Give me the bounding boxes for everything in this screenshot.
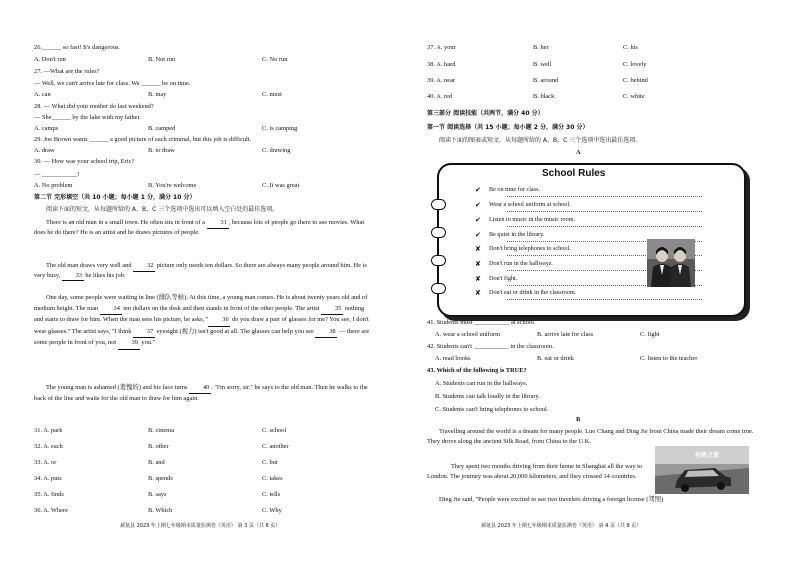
blank-36: 36 [208,315,230,327]
q26-option-b: B. Not run [148,56,176,63]
passage-a-label: A [576,149,581,156]
q26-option-a: A. Don't run [34,56,66,63]
binder-ring-icon [431,227,446,238]
blank-39: 39 [118,338,140,350]
cloze-paragraph-2: The old man draws very well and 32 picture only needs ten dollars. So there are always many people around him. He is very busy, 33 he likes his job. [34,262,370,281]
q29-stem: 29. Joe Brown wants ______ a good picture of each criminal, but this job is difficult. [34,136,252,143]
binder-ring-icon [431,199,446,210]
check-icon: ✔ [475,231,481,239]
blank-33: 33 [62,272,84,282]
q42-option-c: C. listen to the teacher [640,355,698,362]
option-35-b: B. says [148,491,167,498]
q43-option-c: C. Students can't bring telephones to school. [435,406,549,413]
rule-item: Don't eat or drink in the classroom. [489,289,577,296]
cross-icon: ✘ [475,245,481,253]
q30-option-b: B. You're welcome [148,182,197,189]
q27-line1: 27. —What are the rules? [34,68,100,75]
cross-icon: ✘ [475,260,481,268]
option-31-b: B. cinema [148,427,174,434]
blank-40: 40 [189,383,211,394]
option-33-c: C. but [262,459,278,466]
option-39-c: C. behind [623,77,648,84]
q41-option-c: C. fight [640,331,660,338]
option-32-a: 32. A. each [34,443,63,450]
q27-line2: — Well, we can't arrive late for class. We ______ be on time. [34,80,191,87]
q29-option-a: A. draw [34,147,55,154]
option-37-c: C. his [623,44,638,51]
option-35-a: 35. A. finds [34,491,64,498]
cloze-paragraph-4: The young man is ashamed (羞愧的) and his face turns 40 . "I'm sorry, sir." he says to the old man. Then he walks to the back of the line and waits for the old man to draw for him again. [34,384,368,402]
check-icon: ✔ [475,201,481,209]
q43-stem: 43. Which of the following is TRUE? [427,367,527,374]
q27-option-b: B. may [148,91,167,98]
q30-line2: — ___________! [34,171,80,178]
option-39-b: B. around [533,77,559,84]
cloze-instruction: 阅读下面的短文，从每题所给的 A、B、C 三个选项中选出可以填入空白处的最佳选项。 [46,206,279,213]
passage-b-paragraph-1: Travelling around the world is a dream for many people. Luo Chang and Ding Jie from China made their dream come true. They drove along the ancient Silk Road, from China to the U.K. [427,428,754,445]
cloze-paragraph-1: There is an old man in a small town. He often sits in front of a 31 , because lots of people go there to see movies. What does he do there? He is an artist and he draws pictures of people. [34,219,365,236]
passage-b-paragraph-2: They spent two months driving from their home in Shanghai all the way to London. The journey was about 20,000 kilometers, and they crossed 14 countries. [427,463,643,480]
option-32-c: C. another [262,443,289,450]
q28-option-a: A. camps [34,125,59,132]
check-icon: ✔ [475,216,481,224]
option-34-a: 34. A. puts [34,475,62,482]
car-photo [655,446,749,494]
cross-icon: ✘ [475,289,481,297]
q26-stem: 26.______ so fast! It's dangerous. [34,44,120,51]
q41-option-a: A. wear a school uniform [435,331,501,338]
rule-item: Don't fight. [489,275,518,282]
option-34-c: C. takes [262,475,283,482]
left-page-footer: 郝氪县 2023 年上期七年级期末质量监测卷《英语》 第 3 页（共 8 页） [120,523,281,529]
q43-option-b: B. Students can talk loudly in the library. [435,393,540,400]
blank-38: 38 [315,327,337,339]
rule-item: Don't run in the hallways. [489,260,553,267]
q28-option-c: C. is camping [262,125,298,132]
rule-item: Listen to music in the music room. [489,216,576,223]
option-31-c: C. school [262,427,287,434]
option-38-b: B. well [533,61,552,68]
cloze-paragraph-3: One day, some people were waiting in line (排队等候). At this time, a young man comes. He is about twenty years old and of medium height. The man 34 ten dollars on the desk and then stands in front of the other people. The artist 35 nothing and starts to draw for him. When the man sees his picture, he asks, " 36 do you draw a pair of glasses for me? You see, I don't wear glasses." The artist says, "I think 37 eyesight (视力) isn't good at all. The glasses can help you see 38 — there are some people in front of you, not 39 you." [34,293,370,350]
q42-option-b: B. eat or drink [537,355,574,362]
q30-option-a: A. No problem [34,182,73,189]
photo-caption: 丝路之旅 [695,452,720,459]
binder-ring-icon [431,255,446,266]
option-36-a: 36. A. Where [34,507,68,514]
rule-item: Be quiet in the library. [489,231,545,238]
right-page-footer: 郝氪县 2023 年上期七年级期末质量监测卷《英语》 第 4 页（共 8 页） [481,523,642,529]
passage-b-paragraph-3: Ding Jie said, "People were excited to see two travelers driving a foreign license (驾照) [439,496,664,503]
q42-stem: 42. Students can't ___________ in the classroom. [427,343,554,350]
option-40-a: 40. A. red [427,93,453,100]
q43-option-a: A. Students can run in the hallways. [435,380,528,387]
option-38-c: C. lovely [623,61,647,68]
school-rules-notice [437,163,746,317]
option-40-c: C. white [623,93,645,100]
blank-35: 35 [321,304,343,316]
part3-title: 第三部分 阅读技能（共两节，满分 40 分） [427,110,544,117]
option-31-a: 31. A. park [34,427,63,434]
blank-37: 37 [133,327,155,339]
cross-icon: ✘ [475,275,481,283]
option-39-a: 39. A. near [427,77,456,84]
q26-option-c: C. No run [262,56,288,63]
option-36-c: C. Why [262,507,282,514]
right-page [397,0,794,561]
q41-stem: 41. Students must ___________ at school. [427,319,536,326]
option-32-b: B. other [148,443,169,450]
students-photo [647,239,695,287]
blank-32: 32 [133,262,155,272]
option-38-a: 38. A. hard [427,61,456,68]
option-37-b: B. her [533,44,549,51]
option-40-b: B. black [533,93,555,100]
cloze-section-title: 第二节 完形填空（共 10 小题；每小题 1 分，满分 10 分） [34,194,196,201]
blank-34: 34 [100,304,122,316]
q29-option-c: C. drawing [262,147,291,154]
q29-option-b: B. to draw [148,147,175,154]
option-37-a: 37. A. your [427,44,456,51]
rule-item: Wear a school uniform at school. [489,201,571,208]
blank-31: 31 [207,219,229,229]
q42-option-a: A. read books [435,355,471,362]
q27-option-a: A. can [34,91,51,98]
reading-instruction: 阅读下面的图表或短文，从每题所给的 A、B、C 三个选项中选出最佳选项。 [439,137,642,144]
option-34-b: B. spends [148,475,173,482]
check-icon: ✔ [475,186,481,194]
option-33-b: B. and [148,459,165,466]
q30-line1: 30. — How was your school trip, Eric? [34,158,135,165]
rule-item: Don't bring telephones to school. [489,245,571,252]
rule-item: Be on time for class. [489,186,541,193]
passage-b-label: B [576,416,581,423]
option-36-b: B. Which [148,507,173,514]
option-35-c: C. tells [262,491,281,498]
reading-section-title: 第一节 阅读选择（共 15 小题；每小题 2 分，满分 30 分） [427,124,589,131]
q30-option-c: C. It was great [262,182,300,189]
option-33-a: 33. A. or [34,459,57,466]
q41-option-b: B. arrive late for class [537,331,594,338]
q28-line1: 28. — What did your mother do last weekend? [34,103,154,110]
school-rules-title: School Rules [542,168,606,179]
binder-ring-icon [431,283,446,294]
q27-option-c: C. must [262,91,282,98]
q28-option-b: B. camped [148,125,176,132]
q28-line2: — She______ by the lake with my father. [34,114,141,121]
